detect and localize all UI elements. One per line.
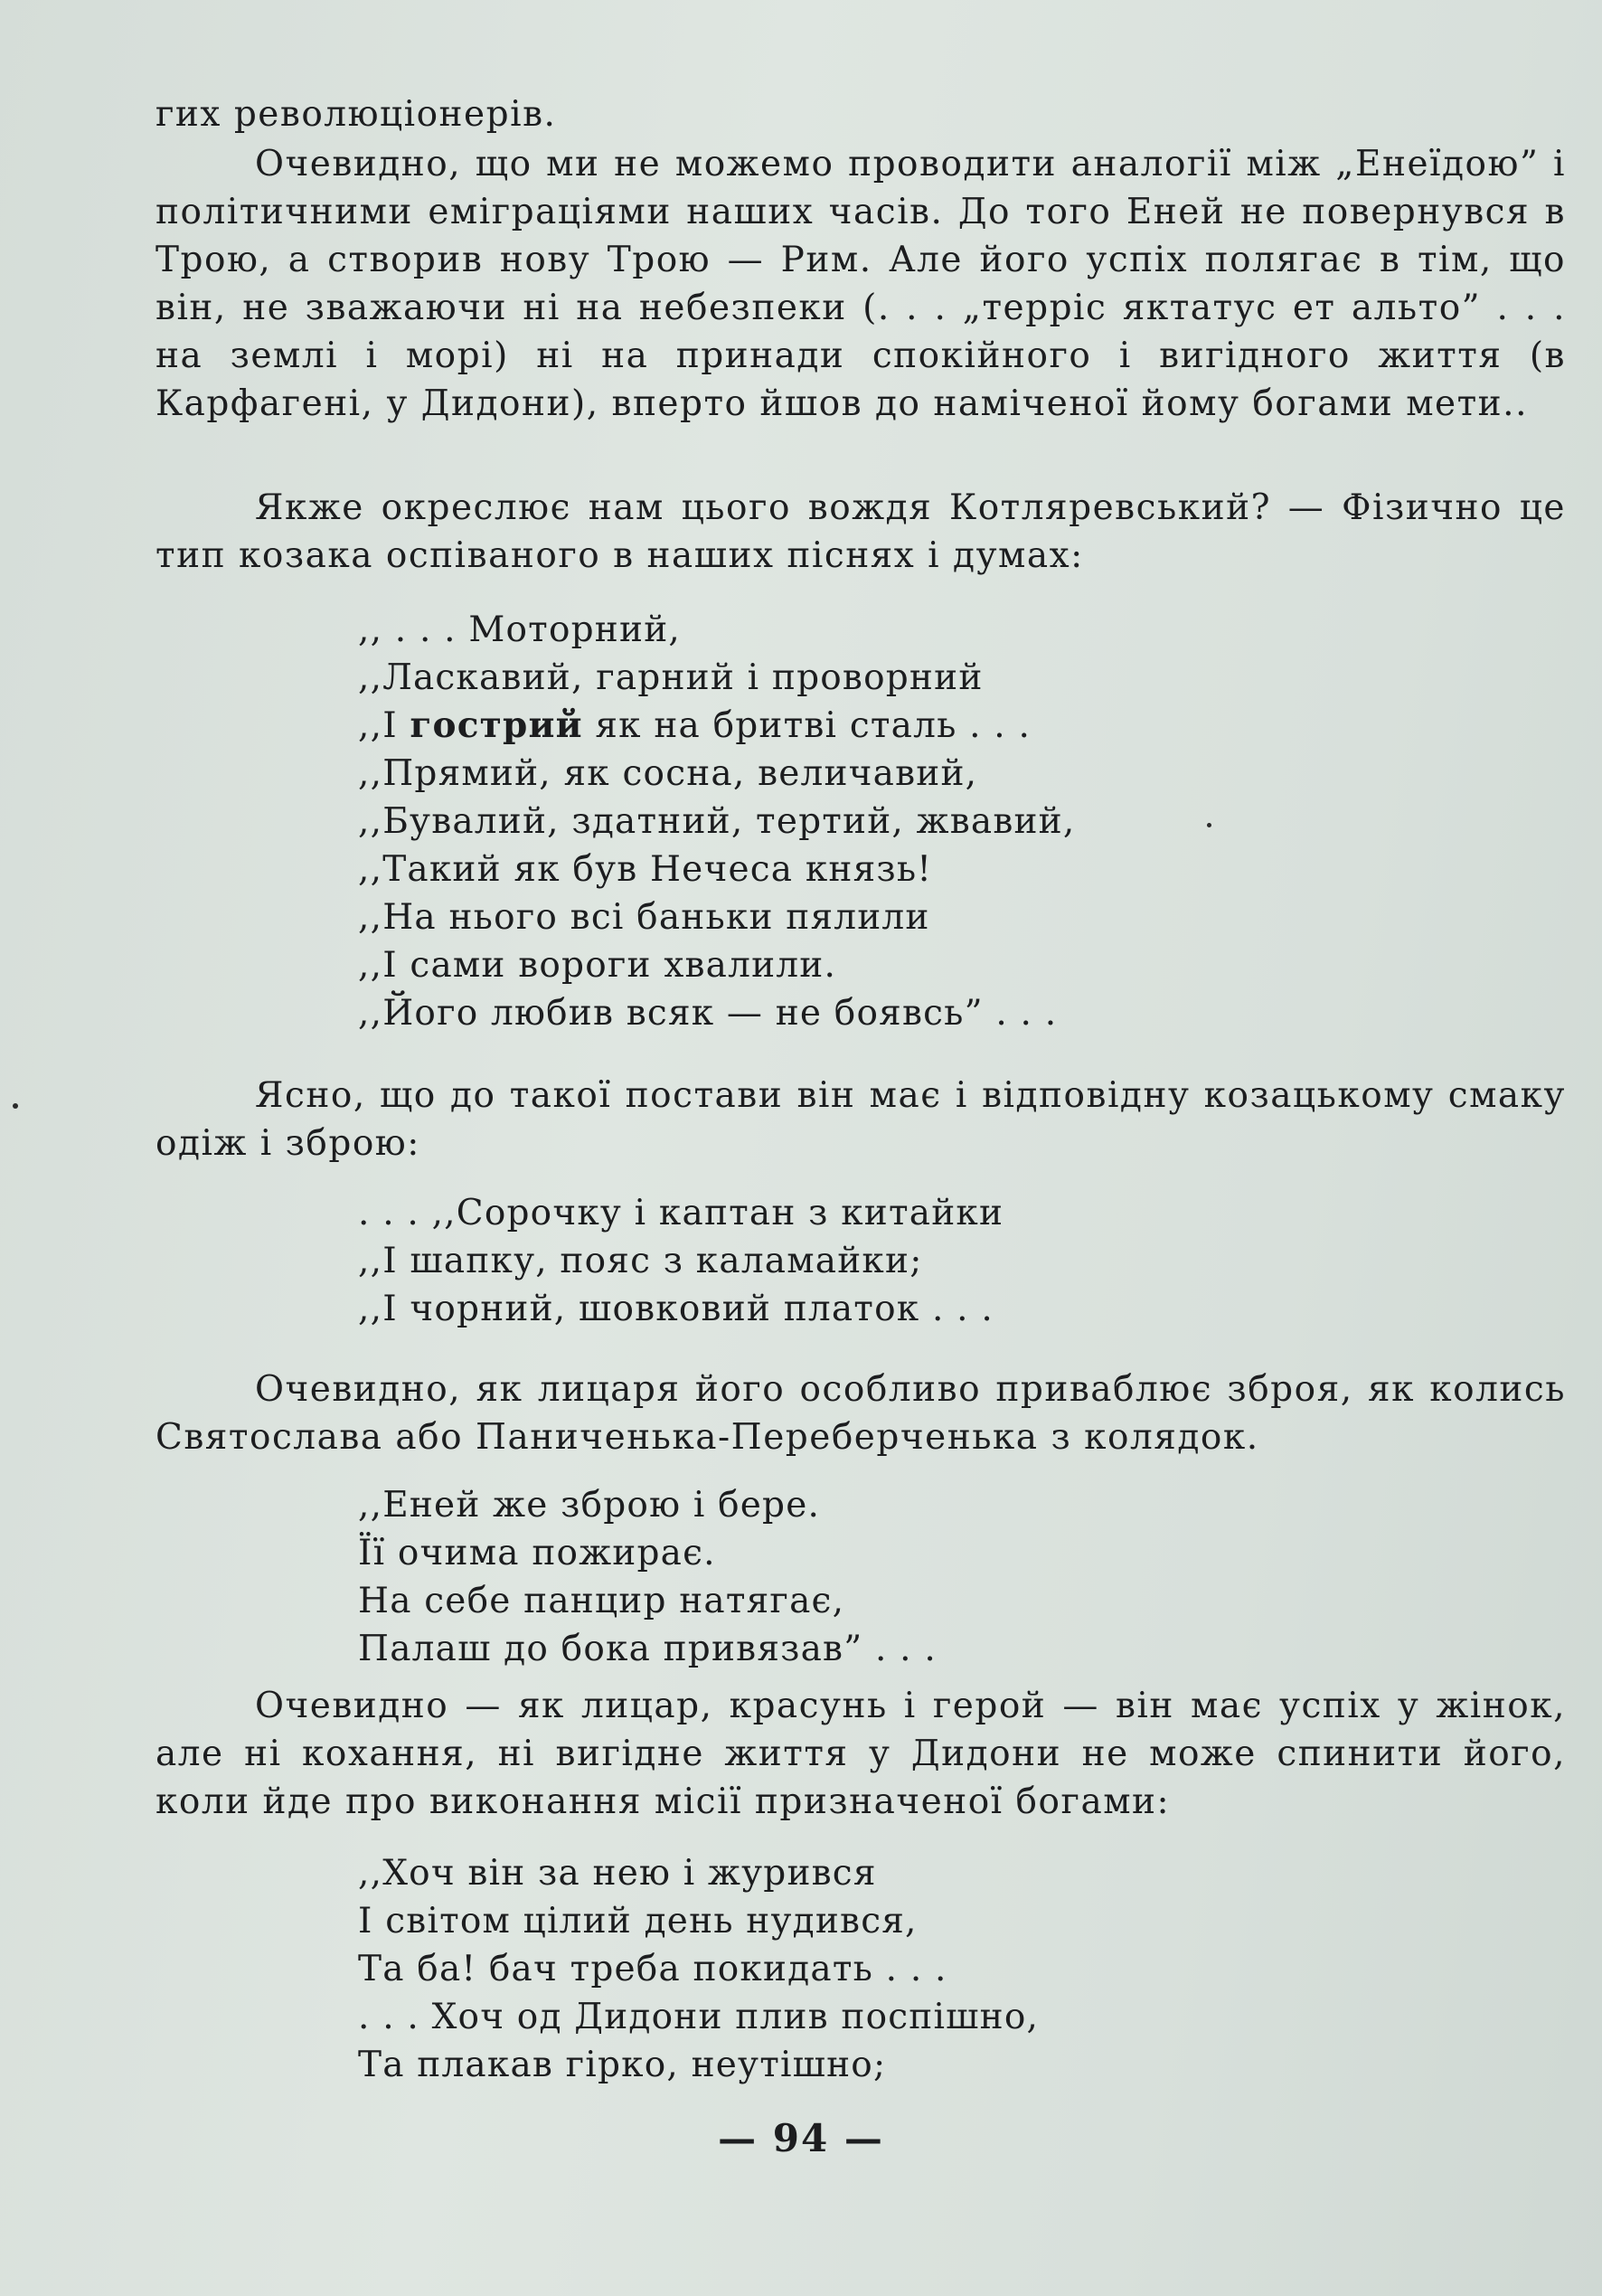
paragraph-text: Очевидно, що ми не можемо проводити аналогії між „Енеїдою” і політичними еміграціями наших часів. До того Еней не повернувся в Трою, а створив нову Трою — Рим. Але його успіх полягає в тім, що він, не зважаючи ні на небезпеки (. . . „терріс яктатус ет альто” . . . на землі і морі) ні на принади спокійного і вигідного життя (в Карфагені, у Дидони), вперто йшов до наміченої йому богами мети.. <box>155 144 1566 424</box>
verse-4 <box>358 1849 1039 2089</box>
verse-line: Палаш до бока привязав” . . . <box>358 1629 937 1669</box>
paragraph-6 <box>155 1682 1566 1826</box>
verse-line: ,,Хоч він за нею і журився <box>358 1853 877 1894</box>
verse-line: ,,І чорний, шовковий платок . . . <box>358 1289 994 1329</box>
paragraph-text: Очевидно, як лицаря його особливо приваблює зброя, як колись Святослава або Паниченька-Переберченька з колядок. <box>155 1369 1566 1458</box>
verse-line-bold-word: гострий <box>410 704 583 746</box>
verse-line: ,,Його любив всяк — не боявсь” . . . <box>358 993 1058 1034</box>
paragraph-text: гих революціонерів. <box>155 94 557 135</box>
verse-line: І світом цілий день нудився, <box>358 1901 918 1942</box>
verse-line: . . . ,,Сорочку і каптан з китайки <box>358 1193 1004 1233</box>
verse-line-part: як на бритві сталь . . . <box>582 705 1032 746</box>
verse-line: ,,На нього всі баньки пялили <box>358 897 930 938</box>
verse-1 <box>358 606 1075 1037</box>
verse-line: ,,Еней же зброю і бере. <box>358 1485 821 1526</box>
paragraph-text: Якже окреслює нам цього вождя Котляревський? — Фізично це тип козака оспіваного в наших піснях і думах: <box>155 487 1566 576</box>
verse-3 <box>358 1481 937 1673</box>
print-speck <box>1207 823 1211 827</box>
verse-line: ,,Ласкавий, гарний і проворний <box>358 657 984 698</box>
page-number: — 94 — <box>718 2116 884 2160</box>
verse-line: Та плакав гірко, неутішно; <box>358 2045 887 2085</box>
verse-line: ,,І сами вороги хвалили. <box>358 945 837 986</box>
paragraph-3 <box>155 484 1566 580</box>
paragraph-text: Очевидно — як лицар, красунь і герой — він має успіх у жінок, але ні кохання, ні вигідне життя у Дидони не може спинити його, коли йде про виконання місії призначеної богами: <box>155 1686 1566 1822</box>
paragraph-5 <box>155 1365 1566 1461</box>
verse-line: ,,Такий як був Нечеса князь! <box>358 849 933 890</box>
verse-line: . . . Хоч од Дидони плив поспішно, <box>358 1997 1040 2037</box>
verse-line: На себе панцир натягає, <box>358 1581 845 1621</box>
paragraph-2 <box>155 140 1566 428</box>
verse-line: ,,Бувалий, здатний, тертий, жвавий, <box>358 801 1076 842</box>
verse-line <box>358 702 1075 750</box>
paragraph-1 <box>155 90 1566 138</box>
verse-line: Її очима пожирає. <box>358 1533 716 1573</box>
verse-2 <box>358 1189 1004 1333</box>
verse-line-part: ,,І <box>358 705 410 746</box>
verse-line: Та ба! бач треба покидать . . . <box>358 1949 947 1989</box>
verse-line: ,,І шапку, пояс з каламайки; <box>358 1241 923 1281</box>
verse-line: ,, . . . Моторний, <box>358 609 681 650</box>
paragraph-text: Ясно, що до такої постави він має і відповідну козацькому смаку одіж і зброю: <box>155 1075 1566 1164</box>
verse-line: ,,Прямий, як сосна, величавий, <box>358 753 978 794</box>
paragraph-4 <box>155 1072 1566 1167</box>
print-speck <box>13 1103 18 1109</box>
